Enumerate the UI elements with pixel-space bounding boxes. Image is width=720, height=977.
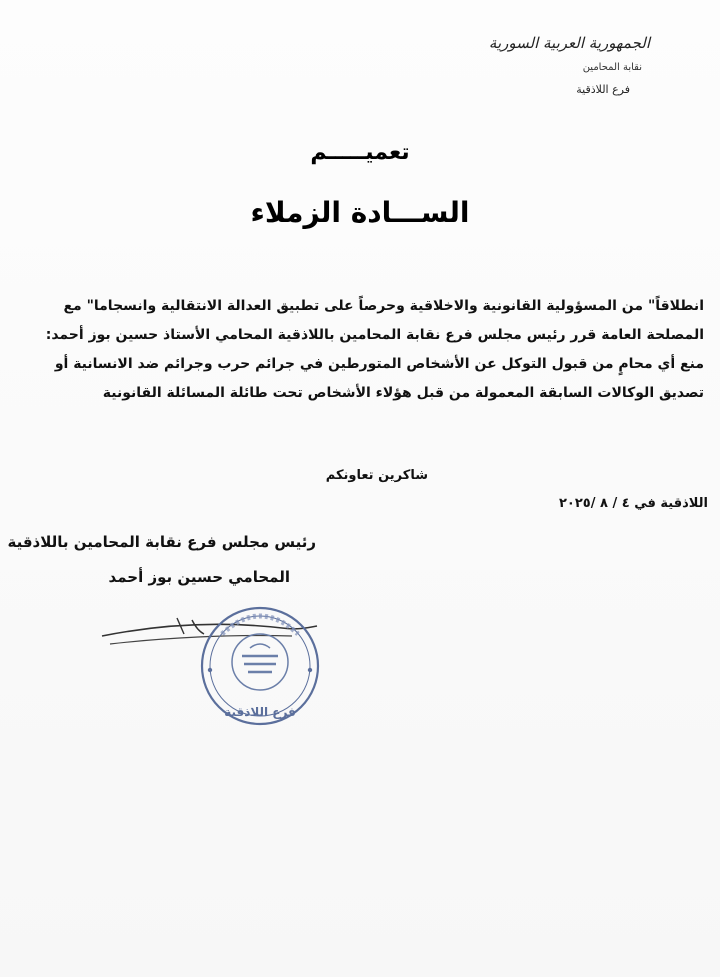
signature-stroke	[177, 618, 204, 634]
document-addressee: الســـادة الزملاء	[250, 196, 470, 229]
letterhead-country: الجمهورية العربية السورية	[488, 34, 650, 52]
signatory-title: رئيس مجلس فرع نقابة المحامين باللاذقية	[7, 533, 316, 551]
closing-thanks: شاكرين تعاونكم	[325, 468, 428, 483]
official-stamp	[92, 598, 342, 738]
letterhead	[430, 34, 650, 96]
body-line: المصلحة العامة قرر رئيس مجلس فرع نقابة المحامين باللاذقية المحامي الأستاذ حسين بوز أحمد:	[45, 327, 704, 343]
body-line: انطلاقاً" من المسؤولية القانونية والاخلاقية وحرصاً على تطبيق العدالة الانتقالية وانسجاما" مع	[63, 298, 704, 314]
letterhead-branch: فرع اللاذقية	[576, 83, 630, 96]
body-paragraph	[16, 292, 704, 408]
stamp-branch-label: فرع اللاذقية	[224, 705, 296, 719]
letterhead-syndicate: نقابة المحامين	[582, 62, 642, 73]
date-line: اللاذقية في ٤ / ٨ /٢٠٢٥	[558, 496, 708, 511]
signature-stroke	[102, 624, 317, 636]
body-line: منع أي محامٍ من قبول التوكل عن الأشخاص المتورطين في جرائم حرب وجرائم ضد الانسانية أو	[54, 356, 704, 372]
signature-stroke	[110, 635, 292, 644]
signatory-name: المحامي حسين بوز أحمد	[108, 568, 290, 586]
document-title: تعميـــــم	[310, 140, 410, 165]
body-line: تصديق الوكالات السابقة المعمولة من قبل هؤلاء الأشخاص تحت طائلة المسائلة القانونية	[102, 385, 704, 401]
